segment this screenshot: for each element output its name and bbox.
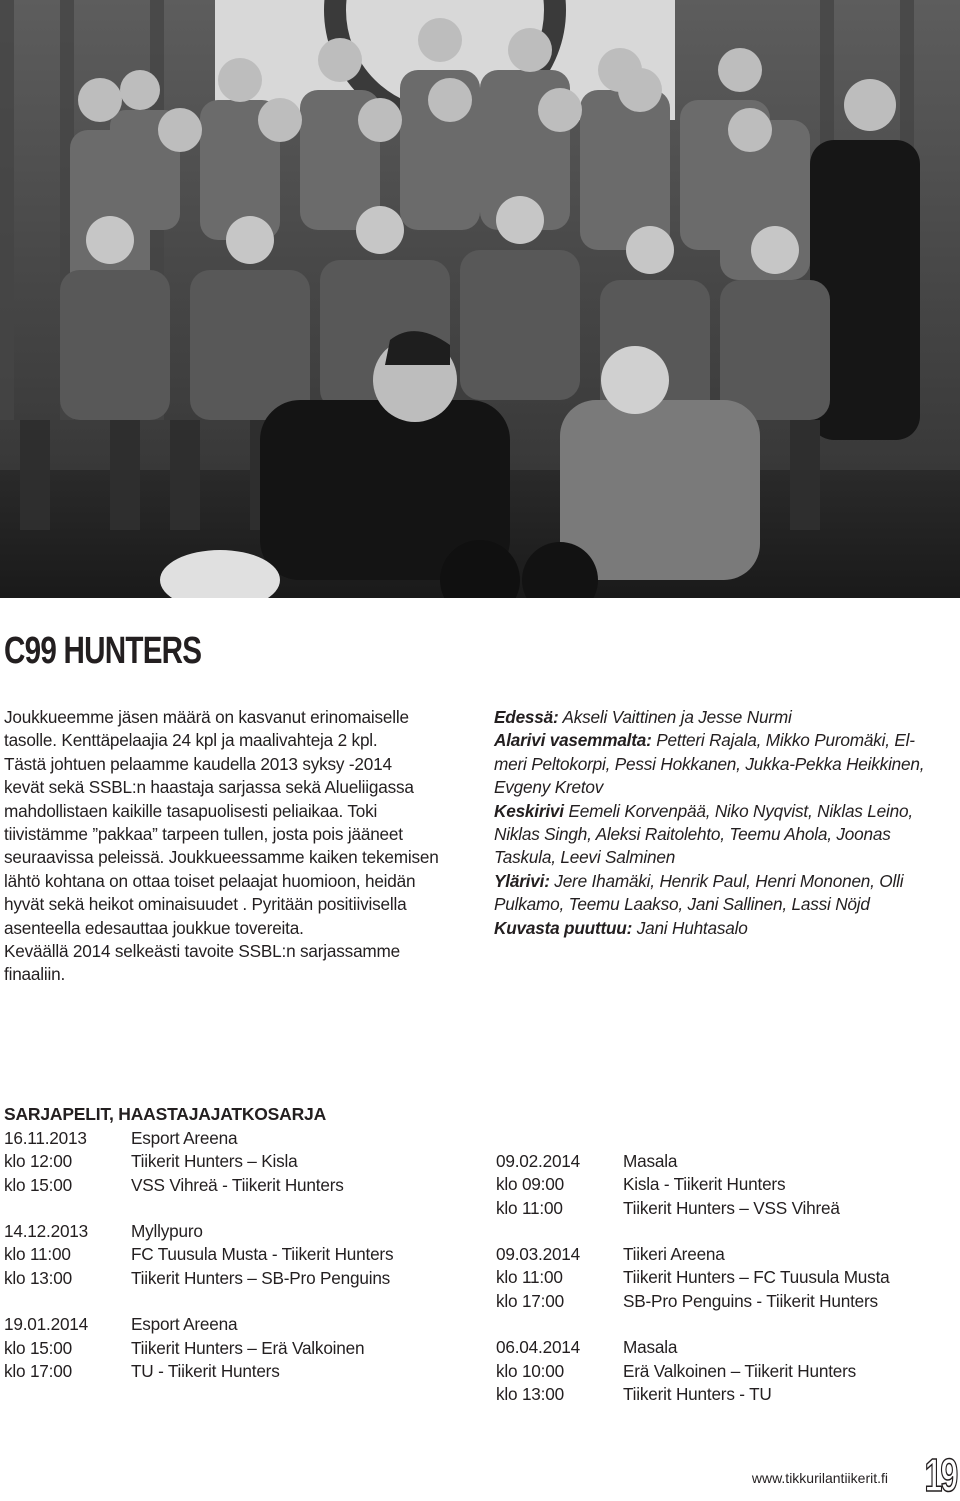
schedule-row: klo 17:00 TU - Tiikerit Hunters <box>4 1360 280 1381</box>
schedule-title: SARJAPELIT, HAASTAJAJATKOSARJA <box>4 1104 327 1124</box>
intro-line: asenteella edesauttaa joukkue tovereita. <box>4 917 304 938</box>
caption-missing: Kuvasta puuttuu: Jani Huhtasalo <box>494 917 748 938</box>
intro-line: finaaliin. <box>4 964 66 985</box>
intro-line: mahdollistaen kaikille tasapuolisesti peliaikaa. Toki <box>4 800 378 821</box>
intro-line: seuraavissa peleissä. Joukkueessamme kaiken tekemisen <box>4 847 439 868</box>
photo-caption <box>494 706 954 940</box>
team-photo-illustration <box>0 0 960 598</box>
schedule-row: klo 13:00 Tiikerit Hunters - TU <box>496 1383 772 1404</box>
caption-middle-row: Keskirivi Eemeli Korvenpää, Niko Nyqvist, Niklas Leino, <box>494 800 913 821</box>
caption-label: Keskirivi <box>494 800 564 821</box>
caption-line: Niklas Singh, Aleksi Raitolehto, Teemu Ahola, Joonas <box>494 824 891 845</box>
caption-label: Kuvasta puuttuu: <box>494 917 633 938</box>
intro-line: Joukkueemme jäsen määrä on kasvanut erinomaiselle <box>4 707 409 727</box>
schedule-row: klo 11:00 FC Tuusula Musta - Tiikerit Hunters <box>4 1244 394 1265</box>
caption-label: Edessä: <box>494 707 559 727</box>
intro-line: lähtö kohtana on ottaa toiset pelaajat huomioon, heidän <box>4 870 416 891</box>
schedule-row: 16.11.2013 Esport Areena <box>4 1128 238 1148</box>
intro-line: tiivistämme ”pakkaa” tarpeen tullen, josta pois jääneet <box>4 824 403 845</box>
intro-line: kevät sekä SSBL:n haastaja sarjassa sekä Alueliigassa <box>4 777 414 798</box>
team-photo <box>0 0 960 598</box>
caption-line: Taskula, Leevi Salminen <box>494 847 676 868</box>
schedule-row: 09.03.2014 Tiikeri Areena <box>496 1244 725 1265</box>
intro-text <box>4 706 474 987</box>
caption-front-row: Edessä: Akseli Vaittinen ja Jesse Nurmi <box>494 707 792 727</box>
schedule-row: klo 10:00 Erä Valkoinen – Tiikerit Hunters <box>496 1360 857 1381</box>
schedule-row: klo 12:00 Tiikerit Hunters – Kisla <box>4 1151 298 1172</box>
schedule-row: klo 13:00 Tiikerit Hunters – SB-Pro Penguins <box>4 1267 391 1288</box>
caption-line: Evgeny Kretov <box>494 777 604 798</box>
page-number: 19 <box>924 1449 956 1501</box>
footer-url[interactable]: www.tikkurilantiikerit.fi <box>751 1470 888 1486</box>
intro-line: Keväällä 2014 selkeästi tavoite SSBL:n sarjassamme <box>4 941 401 962</box>
schedule-row: klo 15:00 VSS Vihreä - Tiikerit Hunters <box>4 1174 344 1195</box>
caption-line: meri Peltokorpi, Pessi Hokkanen, Jukka-Pekka Heikkinen, <box>494 753 925 774</box>
intro-line: hyvät sekä heikot ominaisuudet . Pyritään positiivisella <box>4 894 407 915</box>
schedule-row: 19.01.2014 Esport Areena <box>4 1314 238 1335</box>
intro-line: tasolle. Kenttäpelaajia 24 kpl ja maalivahteja 2 kpl. <box>4 730 378 751</box>
caption-label: Alarivi vasemmalta: <box>494 730 652 751</box>
caption-label: Ylärivi: <box>494 870 550 891</box>
schedule-right <box>496 1150 936 1406</box>
page-title: C99 HUNTERS <box>4 630 202 672</box>
caption-line: Pulkamo, Teemu Laakso, Jani Sallinen, Lassi Nöjd <box>494 894 870 915</box>
schedule-row: 06.04.2014 Masala <box>496 1337 678 1358</box>
schedule-row: 14.12.2013 Myllypuro <box>4 1221 203 1242</box>
caption-bottom-row: Alarivi vasemmalta: Petteri Rajala, Mikko Puromäki, El- <box>494 730 915 751</box>
caption-top-row: Ylärivi: Jere Ihamäki, Henrik Paul, Henri Mononen, Olli <box>494 870 904 891</box>
schedule-row: klo 11:00 Tiikerit Hunters – VSS Vihreä <box>496 1197 840 1218</box>
schedule-row: klo 11:00 Tiikerit Hunters – FC Tuusula Musta <box>496 1267 890 1288</box>
schedule-row: 09.02.2014 Masala <box>496 1151 678 1171</box>
intro-line: Tästä johtuen pelaamme kaudella 2013 syksy -2014 <box>4 753 392 774</box>
schedule-row: klo 09:00 Kisla - Tiikerit Hunters <box>496 1174 786 1195</box>
schedule-row: klo 17:00 SB-Pro Penguins - Tiikerit Hunters <box>496 1290 878 1311</box>
schedule-row: klo 15:00 Tiikerit Hunters – Erä Valkoinen <box>4 1337 365 1358</box>
goalkeeper-right <box>560 400 760 580</box>
schedule-left <box>4 1127 444 1383</box>
